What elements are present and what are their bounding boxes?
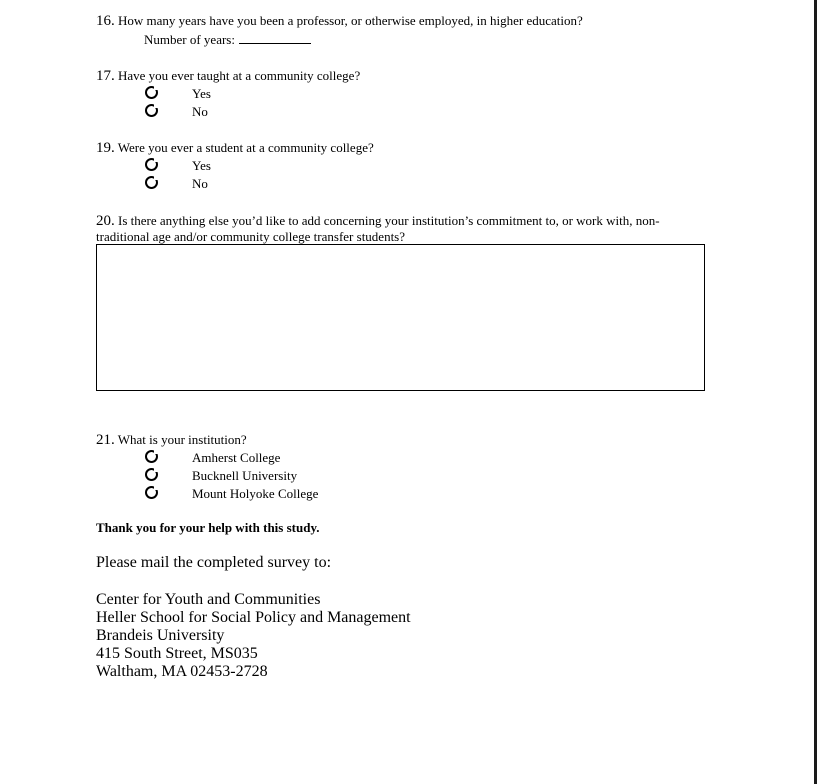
question-16 [96,13,583,29]
question-text: Were you ever a student at a community college? [117,140,374,155]
question-number: 17. [96,68,115,84]
radio-button-icon[interactable] [145,158,158,171]
radio-button-icon[interactable] [145,450,158,463]
option-label: Mount Holyoke College [192,486,319,501]
question-20 [96,213,696,244]
option-label: No [192,176,208,191]
radio-button-icon[interactable] [145,486,158,499]
radio-button-icon[interactable] [145,86,158,99]
question-21 [96,432,247,448]
thank-you-note: Thank you for your help with this study. [96,520,320,535]
address-line: Heller School for Social Policy and Management [96,609,411,626]
question-17 [96,68,360,84]
option-label: Yes [192,86,211,101]
years-field[interactable] [144,32,311,47]
radio-button-icon[interactable] [145,468,158,481]
question-19 [96,140,374,156]
radio-button-icon[interactable] [145,104,158,117]
question-text: Is there anything else you’d like to add concerning your institution’s commitment to, or work with, non-traditional age and/or community college transfer students? [96,213,660,244]
question-number: 19. [96,140,115,156]
years-blank-line[interactable] [239,32,311,44]
option-label: Bucknell University [192,468,298,483]
radio-button-icon[interactable] [145,176,158,189]
comment-textarea[interactable] [96,244,705,391]
address-line: Waltham, MA 02453-2728 [96,663,268,680]
question-number: 21. [96,432,115,448]
address-line: Center for Youth and Communities [96,591,321,608]
option-label: Yes [192,158,211,173]
address-line: Brandeis University [96,627,225,644]
question-number: 16. [96,13,115,29]
years-field-label: Number of years: [144,32,235,47]
question-text: How many years have you been a professor, or otherwise employed, in higher education? [118,13,583,28]
option-label: Amherst College [192,450,281,465]
option-label: No [192,104,208,119]
question-text: What is your institution? [117,432,247,447]
address-line: 415 South Street, MS035 [96,645,258,662]
question-number: 20. [96,213,115,229]
mailing-address [96,591,411,681]
mail-instruction: Please mail the completed survey to: [96,554,332,571]
question-text: Have you ever taught at a community college? [118,68,361,83]
